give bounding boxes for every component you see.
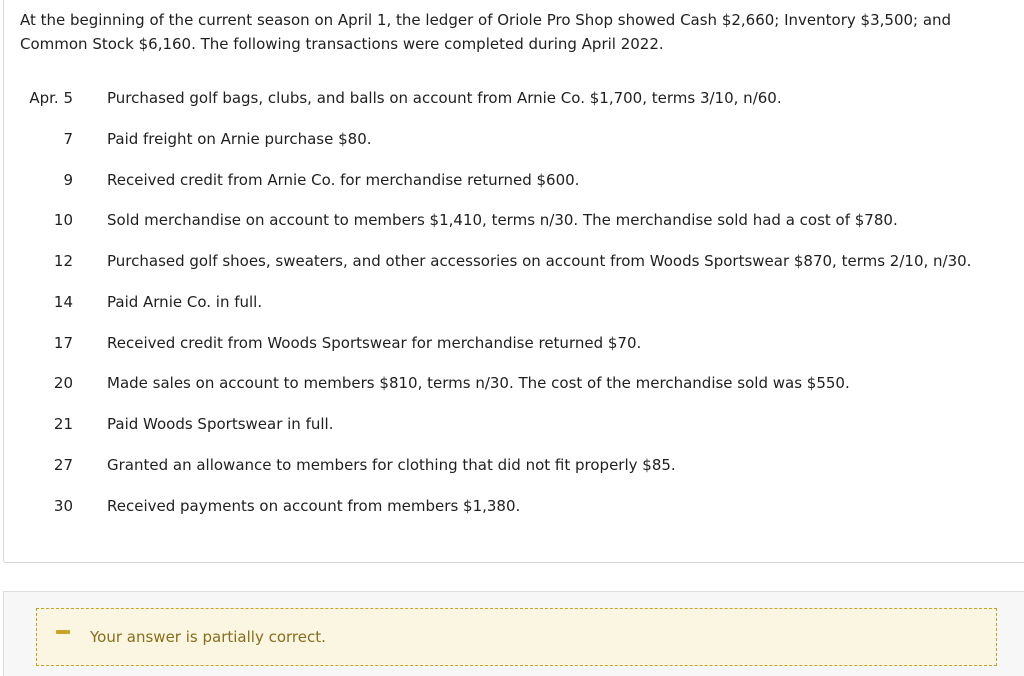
transaction-date: 12 — [53, 252, 73, 270]
transaction-row — [0, 127, 1024, 151]
transaction-row — [0, 453, 1024, 477]
transaction-description: Made sales on account to members $810, terms n/30. The cost of the merchandise sold was $550. — [107, 374, 850, 392]
transaction-date: 10 — [53, 211, 73, 229]
partial-credit-icon — [56, 630, 70, 634]
transaction-description: Purchased golf bags, clubs, and balls on account from Arnie Co. $1,700, terms 3/10, n/60. — [107, 89, 782, 107]
feedback-message: Your answer is partially correct. — [90, 628, 326, 646]
transaction-date: 27 — [53, 456, 73, 474]
transaction-row — [0, 371, 1024, 395]
transaction-date: 21 — [53, 415, 73, 433]
transaction-date: 14 — [53, 293, 73, 311]
transaction-row — [0, 208, 1024, 232]
transaction-description: Received credit from Woods Sportswear for merchandise returned $70. — [107, 334, 642, 352]
transaction-description: Received payments on account from members $1,380. — [107, 497, 521, 515]
transaction-row — [0, 290, 1024, 314]
transaction-row — [0, 168, 1024, 192]
transaction-row — [0, 412, 1024, 436]
transaction-date: 20 — [53, 374, 73, 392]
transaction-row — [0, 86, 1024, 110]
transaction-date: 30 — [53, 497, 73, 515]
transaction-row — [0, 494, 1024, 518]
transaction-row — [0, 331, 1024, 355]
transaction-description: Received credit from Arnie Co. for merchandise returned $600. — [107, 171, 580, 189]
transaction-description: Sold merchandise on account to members $1,410, terms n/30. The merchandise sold had a cost of $780. — [107, 211, 898, 229]
transaction-description: Purchased golf shoes, sweaters, and other accessories on account from Woods Sportswear $870, terms 2/10, n/30. — [107, 252, 972, 270]
transaction-description: Paid Woods Sportswear in full. — [107, 415, 334, 433]
transaction-date: Apr. 5 — [29, 89, 73, 107]
question-intro: At the beginning of the current season on April 1, the ledger of Oriole Pro Shop showed Cash $2,660; Inventory $3,500; and Common Stock $6,160. The following transactions were completed during April 2022. — [20, 11, 952, 53]
transaction-date: 17 — [53, 334, 73, 352]
transaction-description: Paid freight on Arnie purchase $80. — [107, 130, 372, 148]
transaction-date: 7 — [63, 130, 73, 148]
transaction-description: Granted an allowance to members for clothing that did not fit properly $85. — [107, 456, 676, 474]
question-panel — [3, 0, 1024, 563]
transaction-description: Paid Arnie Co. in full. — [107, 293, 263, 311]
transaction-row — [0, 249, 1024, 273]
transaction-date: 9 — [63, 171, 73, 189]
